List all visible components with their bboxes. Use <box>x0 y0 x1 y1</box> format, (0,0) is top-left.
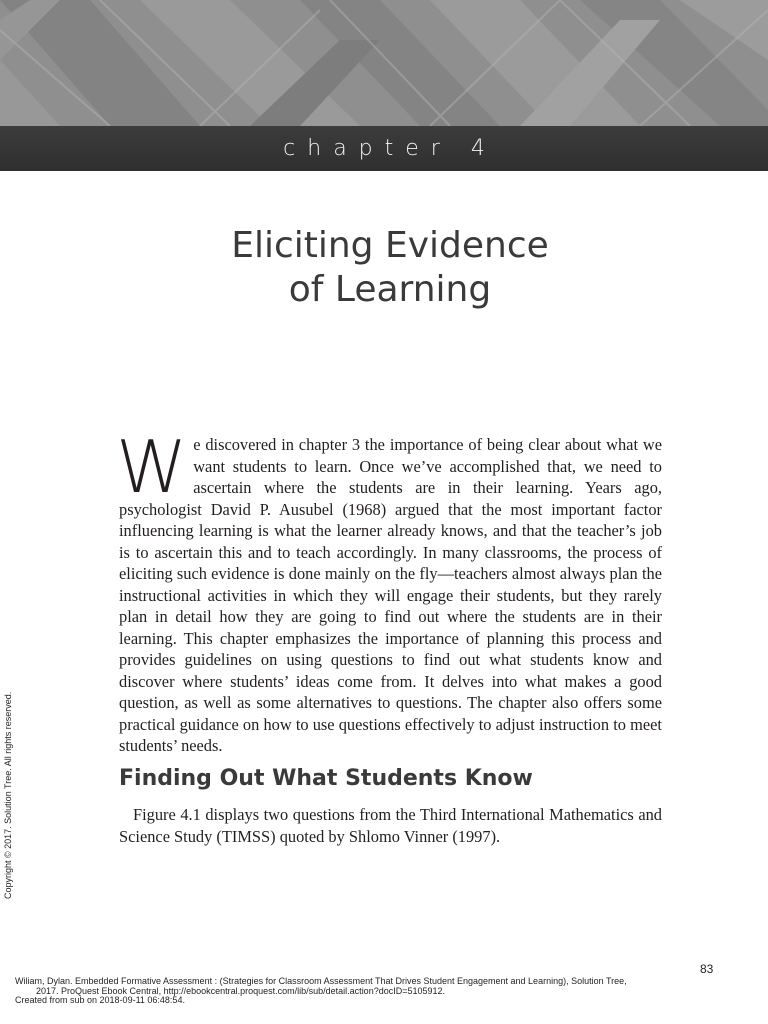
section-heading: Finding Out What Students Know <box>119 766 533 791</box>
chapter-title-line-1: Eliciting Evidence <box>231 225 549 266</box>
chapter-banner <box>0 0 768 171</box>
footer-line-1: Wiliam, Dylan. Embedded Formative Assessment : (Strategies for Classroom Assessment That Drives Student Engagement and Learning), Solution Tree, <box>15 976 627 986</box>
drop-cap: W <box>116 425 188 509</box>
footer-line-3: Created from sub on 2018-09-11 06:48:54. <box>15 995 185 1005</box>
page-number: 83 <box>700 962 714 976</box>
chapter-title-line-2: of Learning <box>288 269 492 310</box>
chapter-title <box>0 224 768 312</box>
footer-line-2: 2017. ProQuest Ebook Central, http://ebookcentral.proquest.com/lib/sub/detail.action?docID=5105912. <box>36 985 446 996</box>
side-copyright: Copyright © 2017. Solution Tree. All rights reserved. <box>3 691 13 899</box>
opening-paragraph-text: e discovered in chapter 3 the importance of being clear about what we want students to learn. Once we’ve accomplished that, we need to ascertain where the students are in their learning. Years ago, psychologist David P. Ausubel (1968) argued that the most important factor influencing learning is what the learner already knows, and that the teacher’s job is to ascertain this and to teach accordingly. In many classrooms, the process of eliciting such evidence is done mainly on the fly—teachers almost always plan the instructional activities in which they will engage their students, but they rarely plan in detail how they are going to find out where the students are in their learning. This chapter emphasizes the importance of planning this process and provides guidelines on using questions to find out what students know and discover where students’ ideas come from. It delves into what makes a good question, as well as some alternatives to questions. The chapter also offers some practical guidance on how to use questions effectively to adjust instruction to meet students’ needs. <box>119 435 662 755</box>
citation-footer <box>15 977 755 1006</box>
chapter-label: chapter 4 <box>283 136 497 161</box>
opening-paragraph <box>116 425 662 757</box>
section-paragraph: Figure 4.1 displays two questions from the Third International Mathematics and Science Study (TIMSS) quoted by Shlomo Vinner (1997). <box>119 805 662 846</box>
